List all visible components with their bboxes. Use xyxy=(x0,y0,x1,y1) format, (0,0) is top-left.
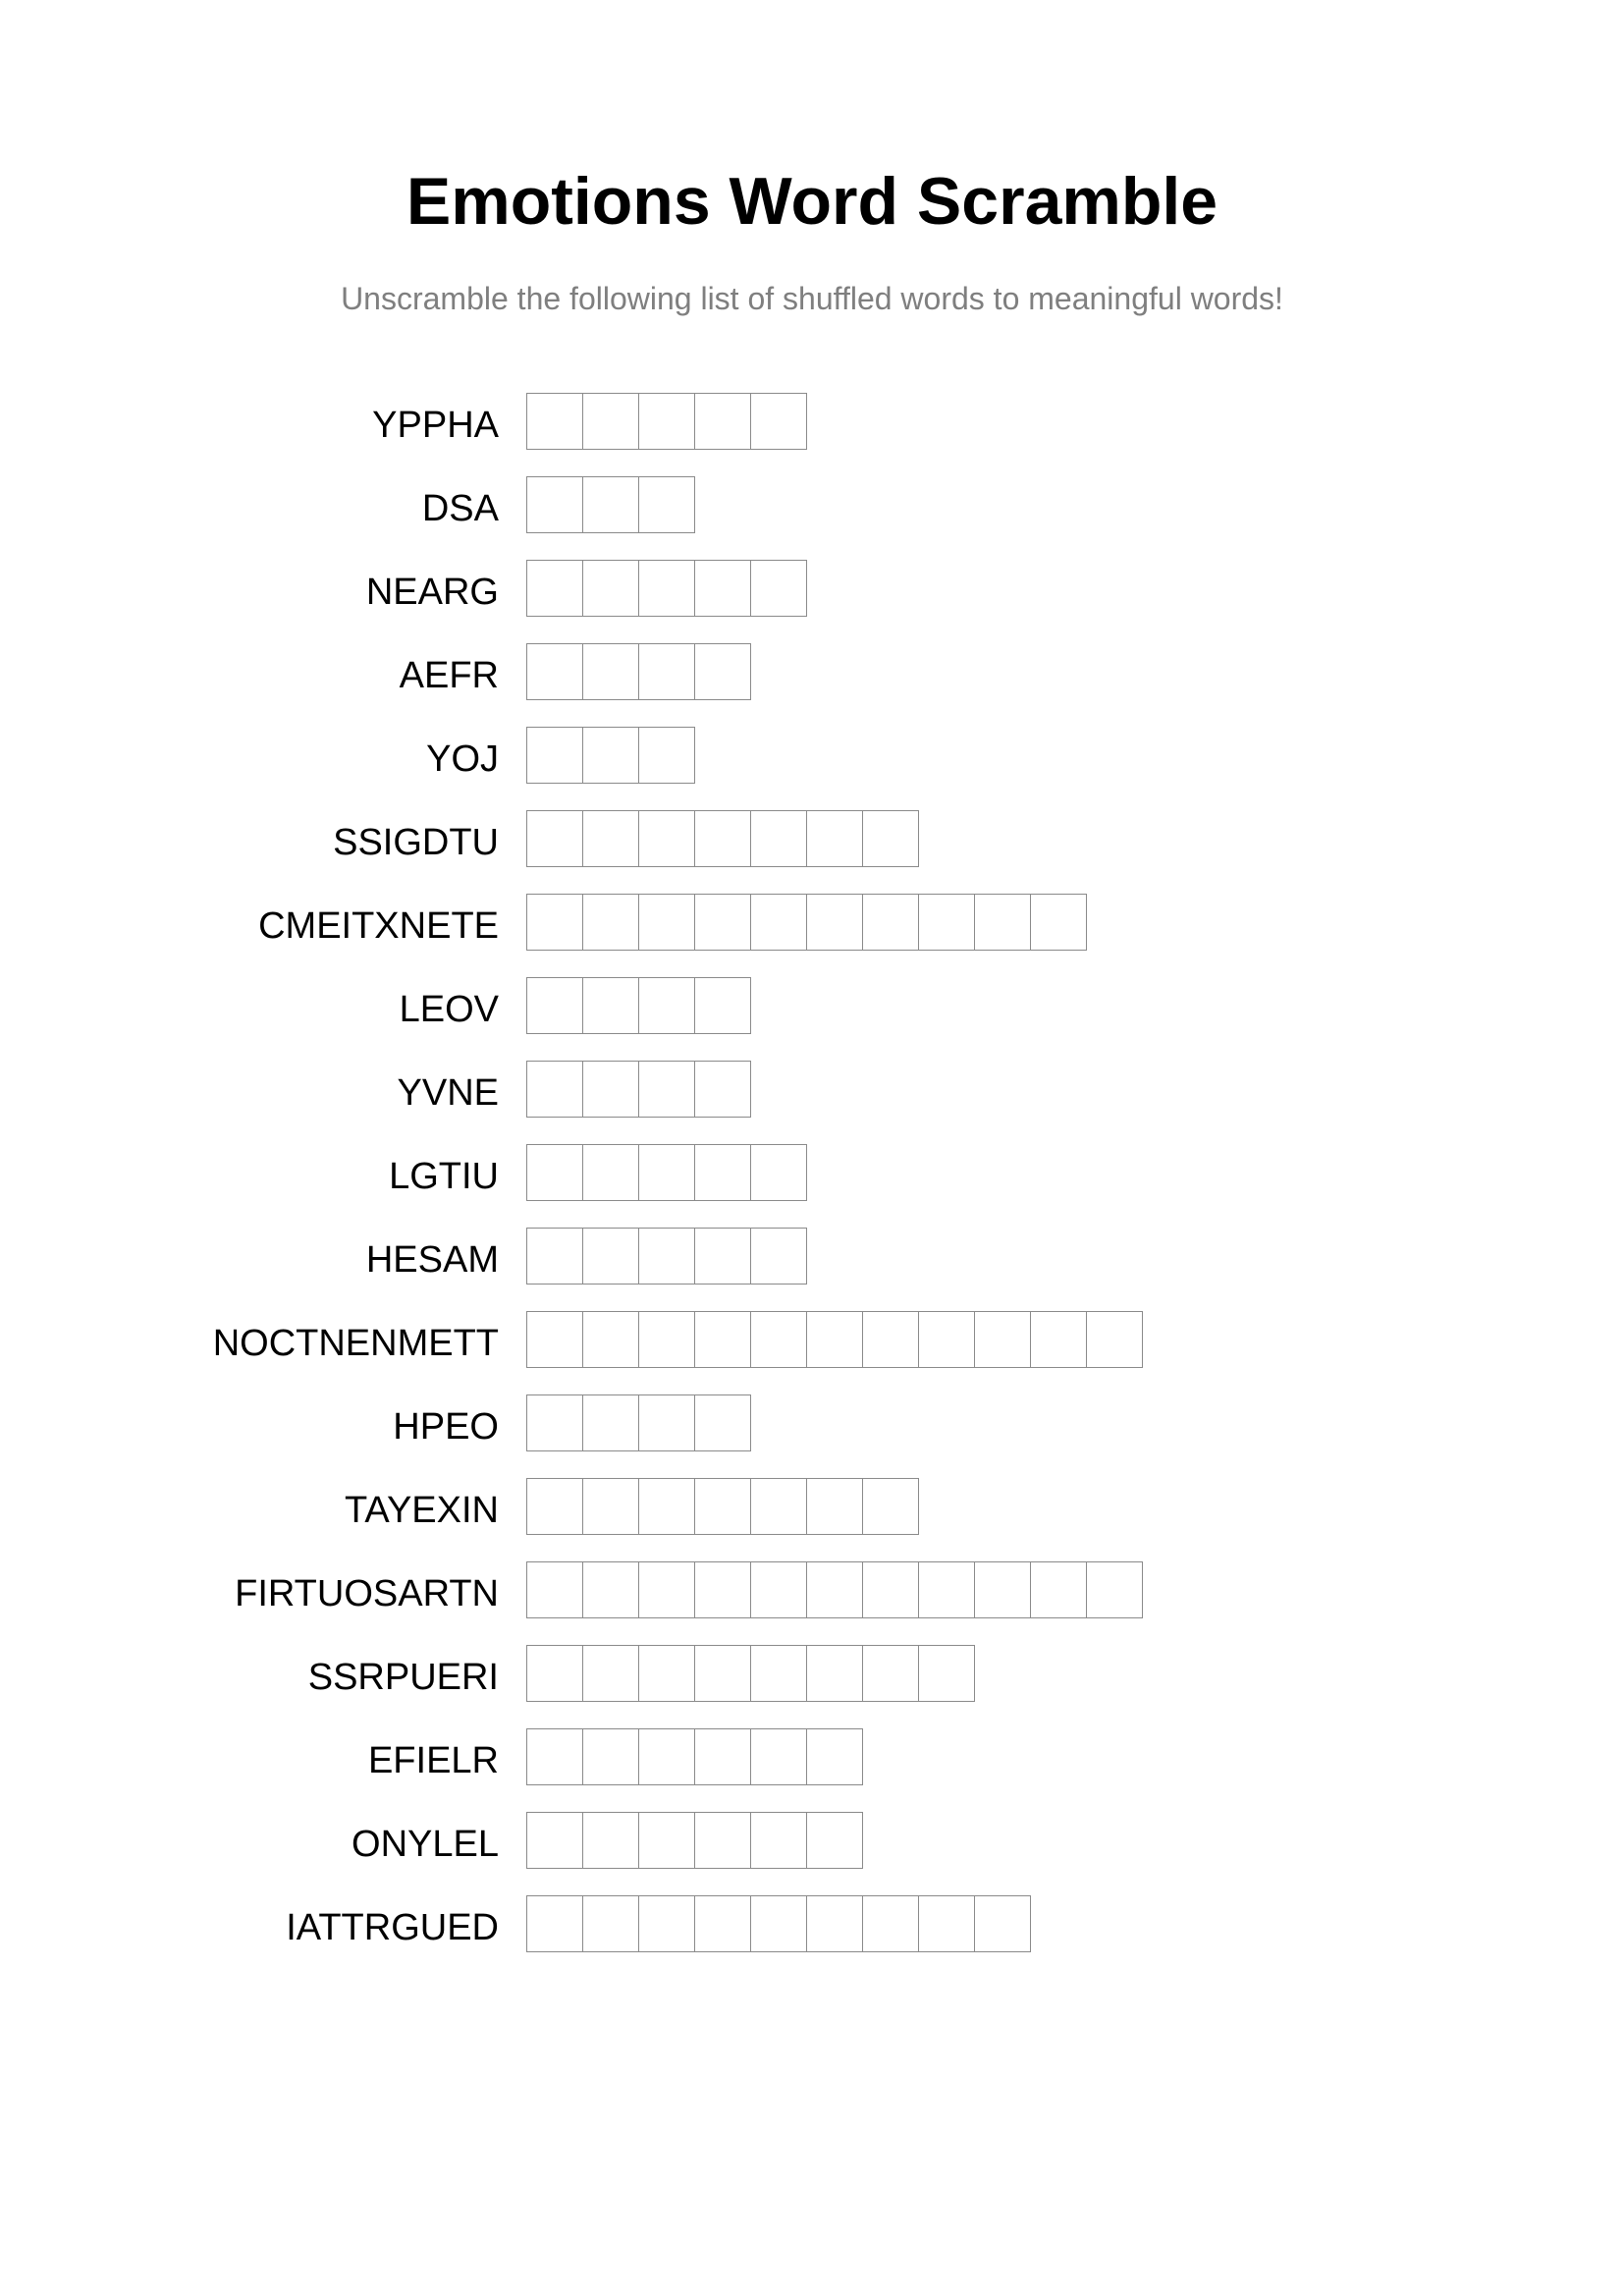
letter-box[interactable] xyxy=(806,1478,863,1535)
letter-box[interactable] xyxy=(806,1561,863,1618)
letter-box[interactable] xyxy=(582,1561,639,1618)
letter-box[interactable] xyxy=(582,1144,639,1201)
letter-box[interactable] xyxy=(806,1645,863,1702)
letter-box[interactable] xyxy=(638,1812,695,1869)
answer-boxes xyxy=(526,393,807,450)
scrambled-word: HESAM xyxy=(365,1239,499,1281)
letter-box[interactable] xyxy=(526,1812,583,1869)
letter-box[interactable] xyxy=(694,1728,751,1785)
letter-box[interactable] xyxy=(806,810,863,867)
letter-box[interactable] xyxy=(582,810,639,867)
letter-box[interactable] xyxy=(638,1144,695,1201)
letter-box[interactable] xyxy=(862,1895,919,1952)
letter-box[interactable] xyxy=(806,1311,863,1368)
answer-boxes xyxy=(526,1895,1031,1952)
letter-box[interactable] xyxy=(694,1812,751,1869)
letter-box[interactable] xyxy=(526,1311,583,1368)
scrambled-word: IATTRGUED xyxy=(286,1907,499,1948)
puzzle-row xyxy=(0,1061,1624,1118)
letter-box[interactable] xyxy=(526,1144,583,1201)
answer-boxes xyxy=(526,1061,751,1118)
letter-box[interactable] xyxy=(582,1478,639,1535)
scrambled-word: LGTIU xyxy=(389,1156,499,1197)
letter-box[interactable] xyxy=(526,894,583,951)
letter-box[interactable] xyxy=(582,1895,639,1952)
answer-boxes xyxy=(526,894,1087,951)
letter-box[interactable] xyxy=(638,1394,695,1451)
letter-box[interactable] xyxy=(638,1311,695,1368)
answer-boxes xyxy=(526,977,751,1034)
letter-box[interactable] xyxy=(582,1645,639,1702)
letter-box[interactable] xyxy=(974,1311,1031,1368)
letter-box[interactable] xyxy=(526,393,583,450)
scrambled-word: HPEO xyxy=(393,1406,499,1448)
letter-box[interactable] xyxy=(582,727,639,784)
puzzle-row xyxy=(0,1728,1624,1785)
letter-box[interactable] xyxy=(750,1728,807,1785)
scrambled-word: YPPHA xyxy=(372,405,499,446)
letter-box[interactable] xyxy=(694,1645,751,1702)
letter-box[interactable] xyxy=(638,1561,695,1618)
letter-box[interactable] xyxy=(750,1478,807,1535)
letter-box[interactable] xyxy=(750,1561,807,1618)
scrambled-word: DSA xyxy=(421,488,499,529)
puzzle-row xyxy=(0,894,1624,951)
scrambled-word: EFIELR xyxy=(367,1740,499,1781)
puzzle-row xyxy=(0,1561,1624,1618)
letter-box[interactable] xyxy=(582,476,639,533)
letter-box[interactable] xyxy=(1030,1311,1087,1368)
letter-box[interactable] xyxy=(526,1895,583,1952)
letter-box[interactable] xyxy=(694,894,751,951)
letter-box[interactable] xyxy=(806,894,863,951)
letter-box[interactable] xyxy=(862,1645,919,1702)
scrambled-word: AEFR xyxy=(399,655,499,696)
letter-box[interactable] xyxy=(694,1228,751,1285)
letter-box[interactable] xyxy=(750,1645,807,1702)
letter-box[interactable] xyxy=(638,810,695,867)
letter-box[interactable] xyxy=(526,810,583,867)
page-title: Emotions Word Scramble xyxy=(406,164,1218,239)
letter-box[interactable] xyxy=(750,1895,807,1952)
letter-box[interactable] xyxy=(918,1895,975,1952)
letter-box[interactable] xyxy=(638,1728,695,1785)
scrambled-word: YVNE xyxy=(397,1072,499,1114)
letter-box[interactable] xyxy=(694,1895,751,1952)
letter-box[interactable] xyxy=(582,393,639,450)
letter-box[interactable] xyxy=(918,1561,975,1618)
letter-box[interactable] xyxy=(638,393,695,450)
puzzle-row xyxy=(0,1478,1624,1535)
letter-box[interactable] xyxy=(750,1228,807,1285)
letter-box[interactable] xyxy=(526,1394,583,1451)
letter-box[interactable] xyxy=(806,1812,863,1869)
scrambled-word: CMEITXNETE xyxy=(258,905,499,947)
letter-box[interactable] xyxy=(694,810,751,867)
letter-box[interactable] xyxy=(526,977,583,1034)
letter-box[interactable] xyxy=(862,1561,919,1618)
scrambled-word: NOCTNENMETT xyxy=(212,1323,499,1364)
letter-box[interactable] xyxy=(750,393,807,450)
answer-boxes xyxy=(526,1478,919,1535)
puzzle-row xyxy=(0,1311,1624,1368)
letter-box[interactable] xyxy=(638,1895,695,1952)
letter-box[interactable] xyxy=(862,894,919,951)
scrambled-word: TAYEXIN xyxy=(345,1490,499,1531)
puzzle-row xyxy=(0,1394,1624,1451)
letter-box[interactable] xyxy=(750,810,807,867)
letter-box[interactable] xyxy=(862,1311,919,1368)
letter-box[interactable] xyxy=(1030,1561,1087,1618)
letter-box[interactable] xyxy=(918,894,975,951)
letter-box[interactable] xyxy=(918,1645,975,1702)
letter-box[interactable] xyxy=(526,1228,583,1285)
letter-box[interactable] xyxy=(918,1311,975,1368)
puzzle-row xyxy=(0,810,1624,867)
letter-box[interactable] xyxy=(694,977,751,1034)
letter-box[interactable] xyxy=(638,476,695,533)
letter-box[interactable] xyxy=(806,1728,863,1785)
answer-boxes xyxy=(526,1812,863,1869)
answer-boxes xyxy=(526,1394,751,1451)
letter-box[interactable] xyxy=(694,1311,751,1368)
letter-box[interactable] xyxy=(638,1228,695,1285)
letter-box[interactable] xyxy=(806,1895,863,1952)
letter-box[interactable] xyxy=(526,1478,583,1535)
puzzle-row xyxy=(0,977,1624,1034)
scrambled-word: LEOV xyxy=(399,989,499,1030)
answer-boxes xyxy=(526,1144,807,1201)
letter-box[interactable] xyxy=(694,1394,751,1451)
letter-box[interactable] xyxy=(750,894,807,951)
puzzle-row xyxy=(0,393,1624,450)
scrambled-word: FIRTUOSARTN xyxy=(235,1573,499,1614)
letter-box[interactable] xyxy=(582,560,639,617)
answer-boxes xyxy=(526,476,695,533)
letter-box[interactable] xyxy=(750,1311,807,1368)
letter-box[interactable] xyxy=(974,1895,1031,1952)
letter-box[interactable] xyxy=(694,643,751,700)
answer-boxes xyxy=(526,643,751,700)
scrambled-word: NEARG xyxy=(365,572,499,613)
letter-box[interactable] xyxy=(582,1394,639,1451)
scrambled-word: ONYLEL xyxy=(352,1824,499,1865)
letter-box[interactable] xyxy=(638,977,695,1034)
scrambled-word: SSIGDTU xyxy=(333,822,499,863)
letter-box[interactable] xyxy=(582,1228,639,1285)
letter-box[interactable] xyxy=(526,1645,583,1702)
letter-box[interactable] xyxy=(694,1478,751,1535)
letter-box[interactable] xyxy=(638,1645,695,1702)
answer-boxes xyxy=(526,727,695,784)
scrambled-word: SSRPUERI xyxy=(307,1657,499,1698)
puzzle-row xyxy=(0,1645,1624,1702)
puzzle-row xyxy=(0,1228,1624,1285)
puzzle-row xyxy=(0,727,1624,784)
letter-box[interactable] xyxy=(638,1061,695,1118)
answer-boxes xyxy=(526,810,919,867)
letter-box[interactable] xyxy=(638,727,695,784)
answer-boxes xyxy=(526,1561,1143,1618)
letter-box[interactable] xyxy=(526,643,583,700)
letter-box[interactable] xyxy=(1086,1311,1143,1368)
letter-box[interactable] xyxy=(694,393,751,450)
letter-box[interactable] xyxy=(750,560,807,617)
puzzle-row xyxy=(0,476,1624,533)
letter-box[interactable] xyxy=(582,1812,639,1869)
letter-box[interactable] xyxy=(694,1144,751,1201)
letter-box[interactable] xyxy=(638,560,695,617)
letter-box[interactable] xyxy=(526,476,583,533)
puzzle-row xyxy=(0,1144,1624,1201)
answer-boxes xyxy=(526,1728,863,1785)
answer-boxes xyxy=(526,1311,1143,1368)
letter-box[interactable] xyxy=(526,1728,583,1785)
answer-boxes xyxy=(526,1645,975,1702)
letter-box[interactable] xyxy=(526,560,583,617)
letter-box[interactable] xyxy=(582,894,639,951)
puzzle-row xyxy=(0,1895,1624,1952)
letter-box[interactable] xyxy=(1030,894,1087,951)
letter-box[interactable] xyxy=(582,1061,639,1118)
letter-box[interactable] xyxy=(582,977,639,1034)
scrambled-word: YOJ xyxy=(426,738,499,780)
puzzle-row xyxy=(0,560,1624,617)
letter-box[interactable] xyxy=(638,1478,695,1535)
letter-box[interactable] xyxy=(694,1061,751,1118)
puzzle-row xyxy=(0,643,1624,700)
letter-box[interactable] xyxy=(750,1812,807,1869)
letter-box[interactable] xyxy=(974,894,1031,951)
answer-boxes xyxy=(526,1228,807,1285)
letter-box[interactable] xyxy=(638,894,695,951)
letter-box[interactable] xyxy=(694,560,751,617)
letter-box[interactable] xyxy=(526,1061,583,1118)
page-subtitle: Unscramble the following list of shuffled words to meaningful words! xyxy=(341,281,1283,316)
letter-box[interactable] xyxy=(750,1144,807,1201)
letter-box[interactable] xyxy=(1086,1561,1143,1618)
letter-box[interactable] xyxy=(582,1311,639,1368)
letter-box[interactable] xyxy=(694,1561,751,1618)
letter-box[interactable] xyxy=(862,810,919,867)
letter-box[interactable] xyxy=(526,727,583,784)
letter-box[interactable] xyxy=(638,643,695,700)
letter-box[interactable] xyxy=(582,1728,639,1785)
answer-boxes xyxy=(526,560,807,617)
puzzle-row xyxy=(0,1812,1624,1869)
letter-box[interactable] xyxy=(526,1561,583,1618)
letter-box[interactable] xyxy=(862,1478,919,1535)
letter-box[interactable] xyxy=(582,643,639,700)
letter-box[interactable] xyxy=(974,1561,1031,1618)
